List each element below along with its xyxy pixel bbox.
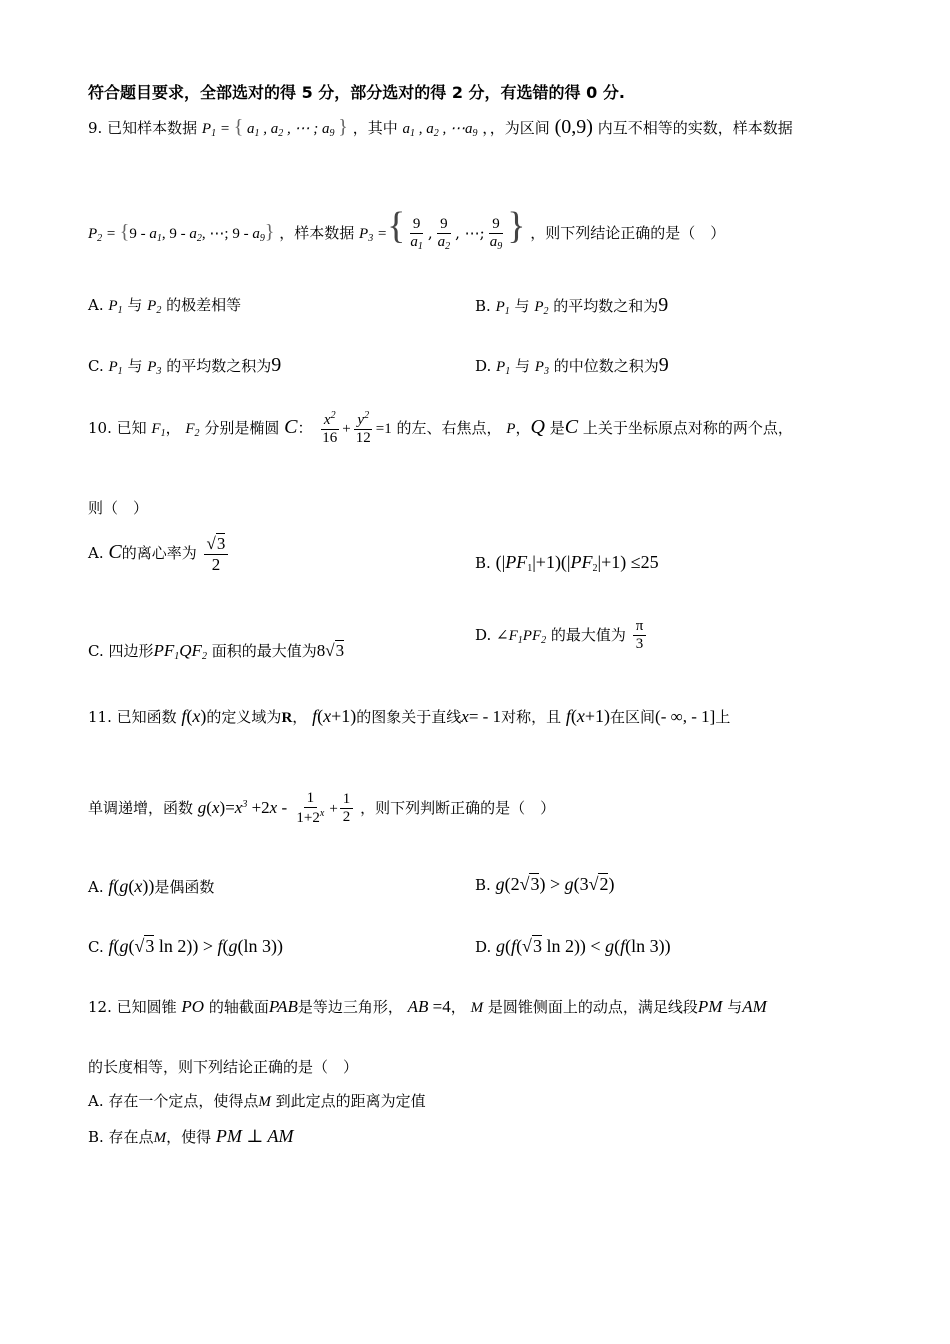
question-12-line-1: 12. 已知圆锥 PO 的轴截面PAB是等边三角形， AB =4， M 是圆锥侧面上的动点，满足线段PM 与AM (88, 997, 767, 1016)
q10-option-c[interactable]: C. 四边形$PF_1QF_2$ 面积的最大值为8√3 (88, 641, 345, 662)
set-P3: $P_3$ = (359, 226, 388, 244)
question-10-line-2: 则（ ） (88, 499, 149, 517)
q10-option-b[interactable]: B. $(|PF_1|+1)(|PF_2|+1) \le 25$ (475, 552, 659, 574)
question-9-line-2: $P_2 = \{9 - a_1$, $9 - a_2$, ⋯; $9 - a_9$} ，样本数据 $P_3$ ={ $\frac{9}{a_1}$ , $\frac{9}{a_2}$ , ⋯; $\frac{9}{a_9}$ } ，则下列结论正确的是（ ） (88, 205, 726, 252)
set-P2: $P_2 = \{9 - a_1$, $9 - a_2$, ⋯; $9 - a_9$} (88, 221, 275, 244)
q9-option-b[interactable]: B. $P_1$ 与 $P_2$ 的平均数之和为9 (475, 294, 669, 317)
q10-option-d[interactable]: D. $\angle F_1PF_2$ 的最大值为 $\frac{\pi}{3}$ (475, 618, 648, 654)
q11-option-b[interactable]: B. g(2√3) > g(3√2) (475, 874, 615, 894)
q12-option-a[interactable]: A. 存在一个定点，使得点M 到此定点的距离为定值 (88, 1092, 426, 1110)
q9-option-a[interactable]: A. $P_1$ 与 $P_2$ 的极差相等 (88, 296, 242, 316)
question-12-line-2: 的长度相等，则下列结论正确的是（ ） (88, 1058, 359, 1076)
question-11-number: 11. 已知函数 (88, 708, 177, 726)
question-12-number: 12. 已知圆锥 (88, 998, 177, 1016)
q9-option-c[interactable]: C. $P_1$ 与 $P_3$ 的平均数之积为9 (88, 354, 282, 377)
question-9-line-1: 9. 已知样本数据 $P_1$ = { $a_1$ , $a_2$ , ⋯ ; $a_9$ } ，其中 $a_1$ , $a_2$ , $\cdots a_9$ ，，为区间 (0,9) 内互不相等的实数，样本数据 (88, 116, 793, 139)
q11-option-d[interactable]: D. g(f(√3 ln 2)) < g(f(ln 3)) (475, 936, 671, 956)
q10-option-a[interactable]: A. C的离心率为 $\frac{√3}{2}$ (88, 534, 230, 574)
q11-option-c[interactable]: C. f(g(√3 ln 2)) > f(g(ln 3)) (88, 936, 284, 956)
question-10-number: 10. 已知 (88, 418, 147, 437)
q9-option-d[interactable]: D. $P_1$ 与 $P_3$ 的中位数之积为9 (475, 354, 669, 377)
question-9-number: 9. (88, 119, 103, 137)
question-10-line-1: 10. 已知 $F_1$， $F_2$ 分别是椭圆 C： $\frac{x^2}{16}$ + $\frac{y^2}{12}$ =1 的左、右焦点， P，Q 是C 上关于坐标原点对称的两个点， (88, 410, 793, 447)
q12-option-b[interactable]: B. 存在点M，使得 PM ⊥ AM (88, 1126, 294, 1146)
question-11-line-1: 11. 已知函数 f(x)的定义域为R， f(x+1)的图象关于直线x= - 1对称，且 f(x+1)在区间(- ∞, - 1]上 (88, 706, 731, 726)
set-P1: $P_1$ = { $a_1$ , $a_2$ , ⋯ ; $a_9$ } (201, 116, 348, 139)
q11-option-a[interactable]: A. f(g(x))是偶函数 (88, 876, 215, 896)
section-instructions: 符合题目要求，全部选对的得 5 分，部分选对的得 2 分，有选错的得 0 分. (88, 83, 625, 102)
question-11-line-2: 单调递增，函数 $g(x)=x^3 +2x$ - $\frac{1}{1+2^x}$ + $\frac{1}{2}$ ，则下列判断正确的是（ ） (88, 790, 556, 827)
